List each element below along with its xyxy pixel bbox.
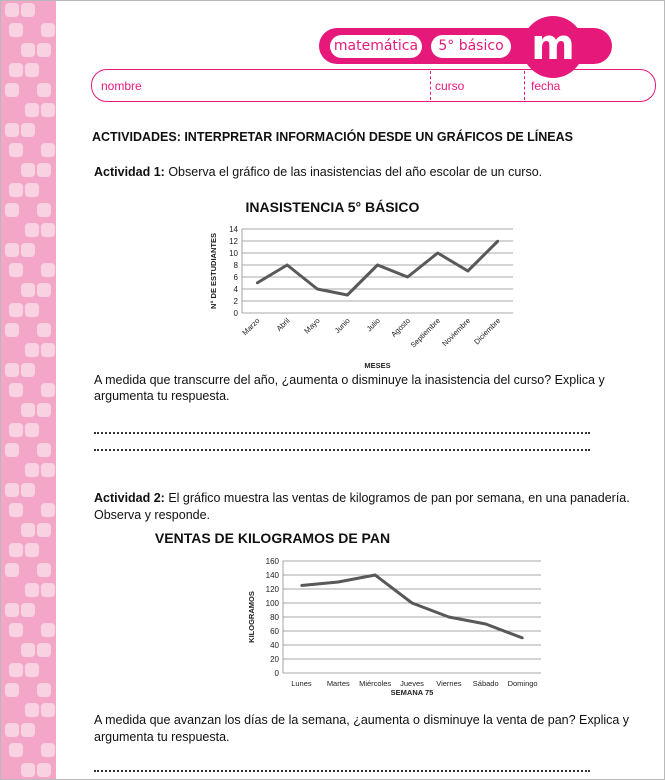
- activity2-question-line1: A medida que avanzan los días de la semana, ¿aumenta o disminuye la venta de pan? Explica y: [94, 713, 630, 727]
- x-axis-title: MESES: [364, 361, 391, 370]
- data-point: [406, 276, 408, 278]
- x-tick-label: Septiembre: [408, 316, 443, 350]
- strip-square: [41, 383, 55, 397]
- strip-square: [41, 463, 55, 477]
- y-tick-label: 14: [229, 225, 238, 234]
- answer-line[interactable]: [94, 432, 590, 434]
- data-point: [374, 574, 376, 576]
- strip-square: [25, 183, 39, 197]
- strip-square: [9, 743, 23, 757]
- page-title: ACTIVIDADES: INTERPRETAR INFORMACIÓN DESDE UN GRÁFICOS DE LÍNEAS: [91, 130, 574, 144]
- strip-square: [41, 623, 55, 637]
- chart1-title: INASISTENCIA 5° BÁSICO: [245, 199, 420, 215]
- logo-badge: m: [522, 16, 584, 78]
- strip-square: [21, 163, 35, 177]
- x-tick-label: Agosto: [389, 316, 413, 339]
- strip-square: [9, 63, 23, 77]
- y-tick-label: 40: [270, 641, 279, 650]
- y-tick-label: 4: [233, 285, 238, 294]
- activity1-question-line2: argumenta tu respuesta.: [94, 389, 230, 403]
- date-field[interactable]: fecha: [531, 79, 561, 93]
- data-point: [467, 270, 469, 272]
- strip-square: [25, 103, 39, 117]
- strip-square: [21, 43, 35, 57]
- y-tick-label: 80: [270, 613, 279, 622]
- data-point: [411, 602, 413, 604]
- strip-square: [37, 443, 51, 457]
- y-tick-label: 60: [270, 627, 279, 636]
- x-tick-label: Jueves: [400, 679, 424, 688]
- activity1-intro: [94, 163, 542, 181]
- strip-square: [21, 643, 35, 657]
- series-line: [257, 241, 498, 295]
- strip-square: [9, 383, 23, 397]
- strip-square: [9, 263, 23, 277]
- strip-square: [37, 563, 51, 577]
- strip-square: [21, 403, 35, 417]
- strip-square: [41, 343, 55, 357]
- strip-square: [9, 623, 23, 637]
- strip-square: [41, 143, 55, 157]
- strip-square: [41, 263, 55, 277]
- y-tick-label: 0: [233, 309, 238, 318]
- strip-square: [21, 363, 35, 377]
- y-axis-title: KILOGRAMOS: [247, 591, 256, 643]
- x-tick-label: Domingo: [507, 679, 538, 688]
- strip-square: [5, 563, 19, 577]
- subject-label: matemática: [330, 35, 422, 58]
- strip-square: [9, 303, 23, 317]
- strip-square: [5, 83, 19, 97]
- answer-line[interactable]: [94, 770, 590, 772]
- data-point: [316, 288, 318, 290]
- chart2-bread-sales-line-chart: [240, 552, 550, 702]
- x-tick-label: Mayo: [302, 316, 322, 336]
- data-point: [300, 584, 302, 586]
- activity1-label: Actividad 1:: [94, 165, 165, 179]
- strip-square: [9, 183, 23, 197]
- x-axis-title: SEMANA 75: [390, 688, 434, 697]
- strip-square: [21, 723, 35, 737]
- student-info-bar: [91, 69, 656, 102]
- strip-square: [5, 603, 19, 617]
- y-tick-label: 2: [233, 297, 238, 306]
- data-point: [346, 294, 348, 296]
- strip-square: [5, 683, 19, 697]
- chart1-absence-line-chart: [190, 222, 530, 372]
- chart2-title: VENTAS DE KILOGRAMOS DE PAN: [154, 530, 391, 546]
- strip-square: [37, 643, 51, 657]
- strip-square: [41, 583, 55, 597]
- strip-square: [41, 23, 55, 37]
- data-point: [337, 581, 339, 583]
- y-tick-label: 160: [265, 557, 279, 566]
- strip-square: [25, 583, 39, 597]
- strip-square: [37, 683, 51, 697]
- x-tick-label: Abril: [274, 316, 292, 334]
- x-tick-label: Martes: [326, 679, 350, 688]
- strip-square: [5, 243, 19, 257]
- strip-square: [25, 63, 39, 77]
- data-point: [485, 623, 487, 625]
- strip-square: [21, 483, 35, 497]
- x-tick-label: Junio: [332, 316, 352, 336]
- strip-square: [41, 743, 55, 757]
- y-axis-title: N° DE ESTUDIANTES: [209, 233, 218, 309]
- strip-square: [25, 463, 39, 477]
- strip-square: [37, 163, 51, 177]
- y-tick-label: 6: [233, 273, 238, 282]
- data-point: [497, 240, 499, 242]
- y-tick-label: 120: [265, 585, 279, 594]
- strip-square: [9, 423, 23, 437]
- x-tick-label: Viernes: [436, 679, 462, 688]
- strip-square: [5, 363, 19, 377]
- x-tick-label: Sábado: [472, 679, 499, 688]
- y-tick-label: 100: [265, 599, 279, 608]
- y-tick-label: 0: [274, 669, 279, 678]
- strip-square: [41, 223, 55, 237]
- strip-square: [5, 3, 19, 17]
- y-tick-label: 10: [229, 249, 238, 258]
- y-tick-label: 140: [265, 571, 279, 580]
- course-field[interactable]: curso: [435, 79, 465, 93]
- y-tick-label: 20: [270, 655, 279, 664]
- decorative-strip: [1, 1, 56, 779]
- answer-line[interactable]: [94, 449, 590, 451]
- activity1-text: Observa el gráfico de las inasistencias del año escolar de un curso.: [164, 165, 543, 179]
- y-tick-label: 12: [229, 237, 238, 246]
- name-field[interactable]: nombre: [101, 79, 142, 93]
- activity2-text-line2: Observa y responde.: [94, 508, 211, 522]
- divider: [430, 71, 431, 100]
- strip-square: [41, 703, 55, 717]
- x-tick-label: Miércoles: [359, 679, 392, 688]
- strip-square: [37, 763, 51, 777]
- strip-square: [9, 663, 23, 677]
- activity2-intro: [94, 489, 630, 507]
- activity2-question-line2: argumenta tu respuesta.: [94, 730, 230, 744]
- strip-square: [5, 723, 19, 737]
- strip-square: [21, 243, 35, 257]
- x-tick-label: Lunes: [291, 679, 312, 688]
- data-point: [286, 264, 288, 266]
- x-tick-label: Diciembre: [472, 316, 503, 347]
- x-tick-label: Marzo: [240, 316, 262, 338]
- divider: [524, 71, 525, 100]
- strip-square: [25, 343, 39, 357]
- data-point: [376, 264, 378, 266]
- x-tick-label: Julio: [364, 316, 382, 334]
- strip-square: [21, 763, 35, 777]
- strip-square: [37, 283, 51, 297]
- strip-square: [41, 503, 55, 517]
- strip-square: [25, 703, 39, 717]
- strip-square: [25, 303, 39, 317]
- strip-square: [9, 503, 23, 517]
- strip-square: [21, 603, 35, 617]
- strip-square: [37, 403, 51, 417]
- strip-square: [37, 323, 51, 337]
- strip-square: [37, 83, 51, 97]
- activity1-question-line1: A medida que transcurre del año, ¿aumenta o disminuye la inasistencia del curso? Explica y: [94, 373, 605, 387]
- data-point: [437, 252, 439, 254]
- y-tick-label: 8: [233, 261, 238, 270]
- strip-square: [9, 23, 23, 37]
- strip-square: [5, 323, 19, 337]
- activity2-label: Actividad 2:: [94, 491, 165, 505]
- strip-square: [21, 283, 35, 297]
- strip-square: [21, 3, 35, 17]
- strip-square: [25, 663, 39, 677]
- strip-square: [5, 483, 19, 497]
- data-point: [256, 282, 258, 284]
- strip-square: [25, 423, 39, 437]
- x-tick-label: Noviembre: [440, 316, 473, 349]
- strip-square: [9, 143, 23, 157]
- activity2-text: El gráfico muestra las ventas de kilogramos de pan por semana, en una panadería.: [164, 491, 630, 505]
- data-point: [521, 637, 523, 639]
- strip-square: [37, 43, 51, 57]
- strip-square: [41, 103, 55, 117]
- strip-square: [25, 223, 39, 237]
- strip-square: [5, 443, 19, 457]
- series-line: [301, 575, 522, 638]
- grade-label: 5° básico: [431, 35, 511, 58]
- data-point: [448, 616, 450, 618]
